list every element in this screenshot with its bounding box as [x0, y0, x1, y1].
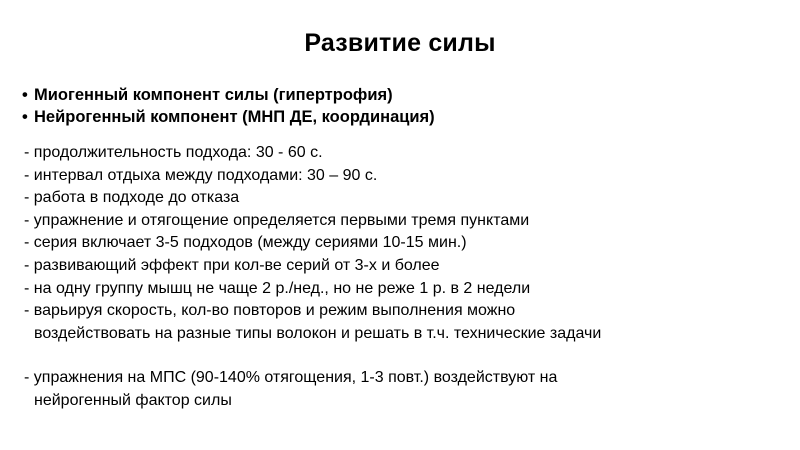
detail-line: - варьируя скорость, кол-во повторов и режим выполнения можно — [24, 302, 516, 320]
detail-line: - упражнение и отягощение определяется первыми тремя пунктами — [24, 211, 530, 229]
detail-line: - серия включает 3-5 подходов (между сериями 10-15 мин.) — [24, 234, 467, 252]
bullet-dot-icon: • — [22, 86, 28, 104]
detail-line: - работа в подходе до отказа — [24, 189, 240, 207]
bullet-list — [22, 84, 435, 128]
bullet-item-myogenic — [22, 84, 435, 106]
detail-line: - продолжительность подхода: 30 - 60 с. — [24, 144, 323, 161]
detail-line: - на одну группу мышц не чаще 2 р./нед., но не реже 1 р. в 2 недели — [24, 279, 531, 297]
detail-spacer — [24, 345, 601, 367]
detail-line-continuation: нейрогенный фактор силы — [34, 391, 232, 409]
slide-title: Развитие силы — [304, 29, 496, 57]
bullet-item-neurogenic — [22, 106, 435, 128]
bullet-dot-icon: • — [22, 108, 28, 126]
detail-line: - развивающий эффект при кол-ве серий от 3-х и более — [24, 256, 440, 274]
detail-line-continuation: воздействовать на разные типы волокон и решать в т.ч. технические задачи — [34, 324, 602, 342]
bullet-text: Миогенный компонент силы (гипертрофия) — [34, 86, 393, 104]
bullet-text: Нейрогенный компонент (МНП ДЕ, координация) — [34, 108, 435, 126]
detail-line: - упражнения на МПС (90-140% отягощения, 1-3 повт.) воздействуют на — [24, 369, 558, 387]
details-list — [24, 142, 601, 413]
detail-line: - интервал отдыха между подходами: 30 – 90 с. — [24, 166, 378, 184]
